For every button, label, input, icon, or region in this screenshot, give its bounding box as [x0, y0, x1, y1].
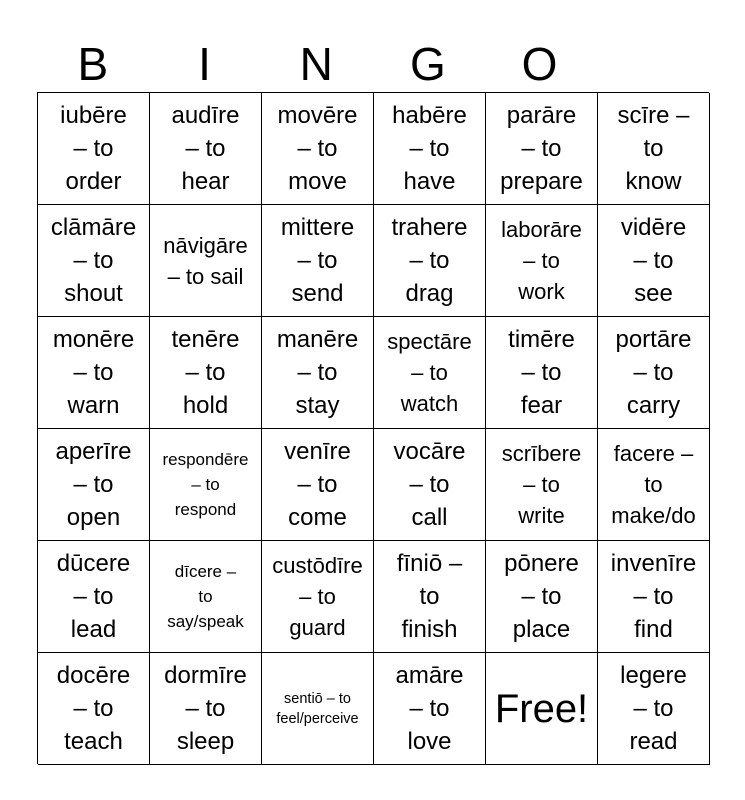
bingo-cell-text: facere – to make/do [611, 441, 696, 528]
header-letter-o: O [521, 38, 558, 90]
bingo-cell-text: clāmāre – to shout [50, 214, 137, 307]
bingo-cell-text: movēre – to move [277, 102, 358, 195]
bingo-cell[interactable] [486, 205, 598, 317]
bingo-cell[interactable] [262, 93, 374, 205]
bingo-cell[interactable] [486, 93, 598, 205]
bingo-cell-text: vocāre – to call [393, 438, 466, 531]
bingo-cell[interactable] [486, 541, 598, 653]
bingo-grid [37, 92, 709, 764]
bingo-cell-text: fīniō – to finish [396, 550, 463, 643]
bingo-cell-text: legere – to read [620, 662, 687, 755]
bingo-cell-text: Free! [494, 686, 589, 731]
bingo-cell-text: venīre – to come [284, 438, 351, 531]
bingo-cell-text: pōnere – to place [504, 550, 579, 643]
bingo-header [37, 36, 707, 92]
bingo-cell[interactable] [374, 429, 486, 541]
bingo-cell-text: monēre – to warn [52, 326, 135, 419]
bingo-cell-text: aperīre – to open [55, 438, 132, 531]
bingo-cell[interactable] [262, 541, 374, 653]
bingo-cell[interactable] [150, 93, 262, 205]
bingo-cell[interactable] [262, 205, 374, 317]
header-letter-i: I [198, 38, 211, 90]
bingo-cell[interactable] [374, 205, 486, 317]
bingo-cell[interactable] [598, 93, 710, 205]
bingo-cell[interactable] [374, 317, 486, 429]
bingo-cell[interactable] [38, 317, 150, 429]
header-letter-g: G [409, 38, 446, 90]
bingo-cell-text: dīcere – to say/speak [167, 562, 244, 631]
bingo-cell-text: dormīre – to sleep [164, 662, 247, 755]
bingo-cell-text: custōdīre – to guard [272, 553, 363, 640]
header-letter-n: N [299, 38, 333, 90]
bingo-cell[interactable] [262, 429, 374, 541]
bingo-cell[interactable] [262, 317, 374, 429]
bingo-cell[interactable] [374, 653, 486, 765]
bingo-cell[interactable] [38, 93, 150, 205]
bingo-cell[interactable] [262, 653, 374, 765]
bingo-cell-text: invenīre – to find [610, 550, 697, 643]
bingo-cell-text: scrībere – to write [501, 441, 582, 528]
header-letter-b: B [77, 38, 109, 90]
bingo-cell-text: sentiō – to feel/perceive [276, 690, 359, 727]
bingo-cell[interactable] [598, 317, 710, 429]
bingo-cell[interactable] [150, 205, 262, 317]
bingo-cell[interactable] [374, 541, 486, 653]
header-letter-blank [595, 36, 707, 92]
bingo-cell[interactable] [150, 317, 262, 429]
bingo-cell-text: docēre – to teach [56, 662, 131, 755]
bingo-cell-text: iubēre – to order [60, 102, 127, 195]
bingo-cell-text: amāre – to love [395, 662, 464, 755]
bingo-cell[interactable] [598, 205, 710, 317]
bingo-cell[interactable] [38, 429, 150, 541]
bingo-cell[interactable] [38, 653, 150, 765]
bingo-cell-text: manēre – to stay [276, 326, 359, 419]
bingo-cell-text: tenēre – to hold [171, 326, 240, 419]
bingo-cell-text: scīre – to know [617, 102, 690, 195]
bingo-cell-text: laborāre – to work [501, 217, 582, 304]
bingo-cell-text: audīre – to hear [171, 102, 240, 195]
bingo-cell[interactable] [38, 541, 150, 653]
bingo-cell[interactable] [598, 541, 710, 653]
bingo-cell-text: dūcere – to lead [56, 550, 131, 643]
bingo-cell-text: portāre – to carry [615, 326, 692, 419]
free-space[interactable] [486, 653, 598, 765]
bingo-cell[interactable] [598, 653, 710, 765]
bingo-cell[interactable] [374, 93, 486, 205]
bingo-cell[interactable] [150, 653, 262, 765]
bingo-cell[interactable] [598, 429, 710, 541]
bingo-cell-text: nāvigāre – to sail [163, 232, 248, 289]
bingo-cell-text: timēre – to fear [508, 326, 575, 419]
bingo-cell[interactable] [38, 205, 150, 317]
bingo-cell-text: trahere – to drag [391, 214, 468, 307]
bingo-cell[interactable] [486, 317, 598, 429]
bingo-cell[interactable] [150, 429, 262, 541]
bingo-cell-text: parāre – to prepare [500, 102, 583, 195]
bingo-cell-text: respondēre – to respond [162, 450, 249, 519]
bingo-cell-text: spectāre – to watch [387, 329, 472, 416]
bingo-cell-text: mittere – to send [280, 214, 355, 307]
bingo-cell[interactable] [486, 429, 598, 541]
bingo-cell[interactable] [150, 541, 262, 653]
bingo-cell-text: vidēre – to see [620, 214, 687, 307]
bingo-cell-text: habēre – to have [392, 102, 467, 195]
